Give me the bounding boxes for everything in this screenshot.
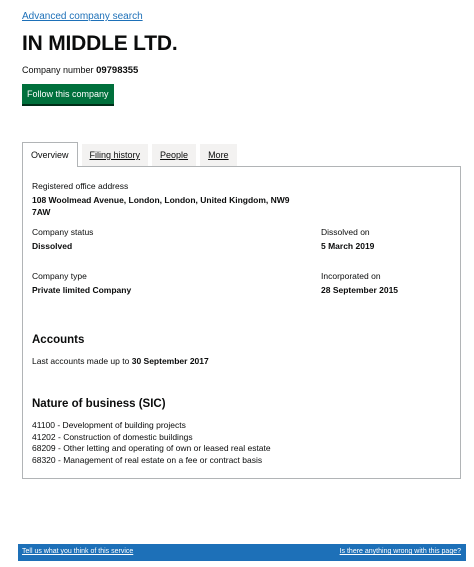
registered-office-line2: 7AW [32,207,51,217]
advanced-search-link[interactable]: Advanced company search [22,11,143,22]
company-number-value: 09798355 [96,65,139,76]
company-status-label: Company status [32,227,94,237]
company-type-label: Company type [32,271,87,281]
tab-overview[interactable]: Overview [22,142,78,167]
company-status-value: Dissolved [32,241,73,251]
company-tabs [22,142,241,167]
overview-panel [22,166,461,479]
company-number-label: Company number [22,65,94,75]
accounts-date: 30 September 2017 [131,356,209,366]
feedback-bar [18,544,466,561]
incorporated-on-label: Incorporated on [321,271,381,281]
registered-office-line1: 108 Woolmead Avenue, London, London, United Kingdom, NW9 [32,195,290,205]
follow-company-button[interactable]: Follow this company [22,84,114,104]
tab-more[interactable]: More [200,144,237,167]
sic-item: 41100 - Development of building projects [32,420,186,430]
sic-heading: Nature of business (SIC) [32,398,166,410]
sic-item: 68320 - Management of real estate on a fee or contract basis [32,455,263,465]
sic-item: 68209 - Other letting and operating of own or leased real estate [32,443,271,453]
accounts-text-prefix: Last accounts made up to [32,356,130,366]
company-name: IN MIDDLE LTD. [22,32,178,55]
tab-filing-history[interactable]: Filing history [82,144,149,167]
dissolved-on-value: 5 March 2019 [321,241,375,251]
accounts-heading: Accounts [32,334,85,346]
dissolved-on-label: Dissolved on [321,227,370,237]
feedback-link[interactable]: Tell us what you think of this service [22,548,134,555]
company-number [22,65,138,76]
accounts-text [32,356,209,368]
tab-people[interactable]: People [152,144,196,167]
sic-item: 41202 - Construction of domestic buildings [32,432,193,442]
registered-office-label: Registered office address [32,181,129,191]
incorporated-on-value: 28 September 2015 [321,285,399,295]
report-problem-link[interactable]: Is there anything wrong with this page? [339,548,461,555]
company-type-value: Private limited Company [32,285,132,295]
